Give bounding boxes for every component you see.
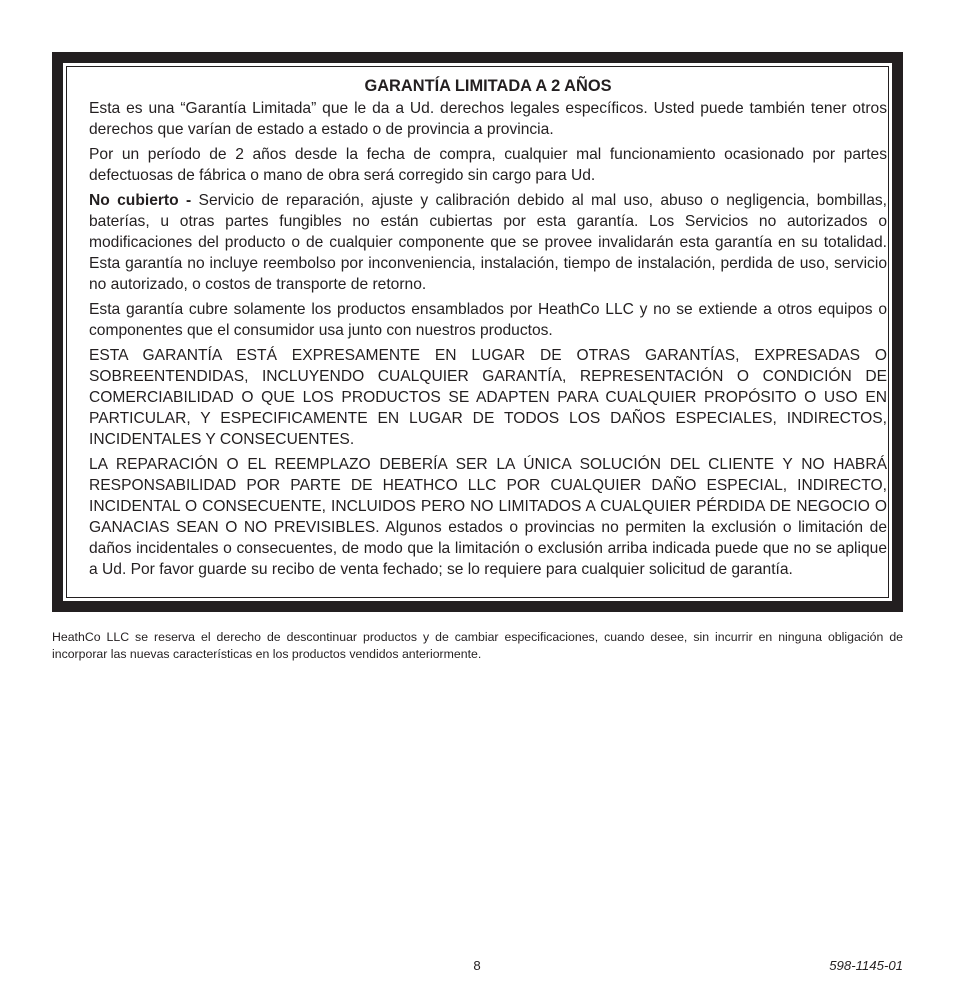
warranty-paragraph-intro: Esta es una “Garantía Limitada” que le da a Ud. derechos legales específicos. Usted puede también tener otros derechos que varían de estado a estado o de provincia a provincia. xyxy=(89,100,887,138)
warranty-paragraph-disclaimer: ESTA GARANTÍA ESTÁ EXPRESAMENTE EN LUGAR DE OTRAS GARANTÍAS, EXPRESADAS O SOBREENTENDIDAS, INCLUYENDO CUALQUIER GARANTÍA, REPRESENTACIÓN O CONDICIÓN DE COMERCIABILIDAD O QUE LOS PRODUCTOS SE ADAPTEN PARA CUALQUIER PROPÓSITO O USO EN PARTICULAR, Y ESPECIFICAMENTE EN LUGAR DE TODOS LOS DAÑOS ESPECIALES, INDIRECTOS, INCIDENTALES Y CONSECUENTES. xyxy=(89,347,887,448)
warranty-paragraph-not-covered xyxy=(89,190,887,295)
footnote: HeathCo LLC se reserva el derecho de descontinuar productos y de cambiar especificaciones, cuando desee, sin incurrir en ninguna obligación de incorporar las nuevas características en los productos vendidos anteriormente. xyxy=(52,630,903,661)
warranty-title: GARANTÍA LIMITADA A 2 AÑOS xyxy=(364,77,612,95)
document-code: 598-1145-01 xyxy=(829,958,903,973)
page-number: 8 xyxy=(473,958,481,973)
not-covered-label: No cubierto - xyxy=(89,192,192,209)
warranty-paragraph-scope: Esta garantía cubre solamente los productos ensamblados por HeathCo LLC y no se extiende a otros equipos o componentes que el consumidor usa junto con nuestros productos. xyxy=(89,301,887,339)
warranty-content xyxy=(89,76,887,584)
not-covered-text: Servicio de reparación, ajuste y calibración debido al mal uso, abuso o negligencia, bombillas, baterías, u otras partes fungibles no están cubiertas por esta garantía. Los Servicios no autorizados o modificaciones del producto o de cualquier componente que se provee invalidarán esta garantía en su totalidad. Esta garantía no incluye reembolso por inconveniencia, instalación, tiempo de instalación, perdida de uso, servicio no autorizado, o costos de transporte de retorno. xyxy=(89,192,887,293)
warranty-paragraph-remedy: LA REPARACIÓN O EL REEMPLAZO DEBERÍA SER LA ÚNICA SOLUCIÓN DEL CLIENTE Y NO HABRÁ RESPONSABILIDAD POR PARTE DE HEATHCO LLC POR CUALQUIER DAÑO ESPECIAL, INDIRECTO, INCIDENTAL O CONSECUENTE, INCLUIDOS PERO NO LIMITADOS A CUALQUIER PÉRDIDA DE NEGOCIO O GANACIAS SEAN O NO PREVISIBLES. Algunos estados o provincias no permiten la exclusión o limitación de daños incidentales o consecuentes, de modo que la limitación o exclusión arriba indicada puede que no se aplique a Ud. Por favor guarde su recibo de venta fechado; se lo requiere para cualquier solicitud de garantía. xyxy=(89,456,887,578)
warranty-paragraph-period: Por un período de 2 años desde la fecha de compra, cualquier mal funcionamiento ocasionado por partes defectuosas de fábrica o mano de obra será corregido sin cargo para Ud. xyxy=(89,146,887,184)
warranty-box xyxy=(52,52,903,612)
warranty-box-inner xyxy=(63,63,892,601)
